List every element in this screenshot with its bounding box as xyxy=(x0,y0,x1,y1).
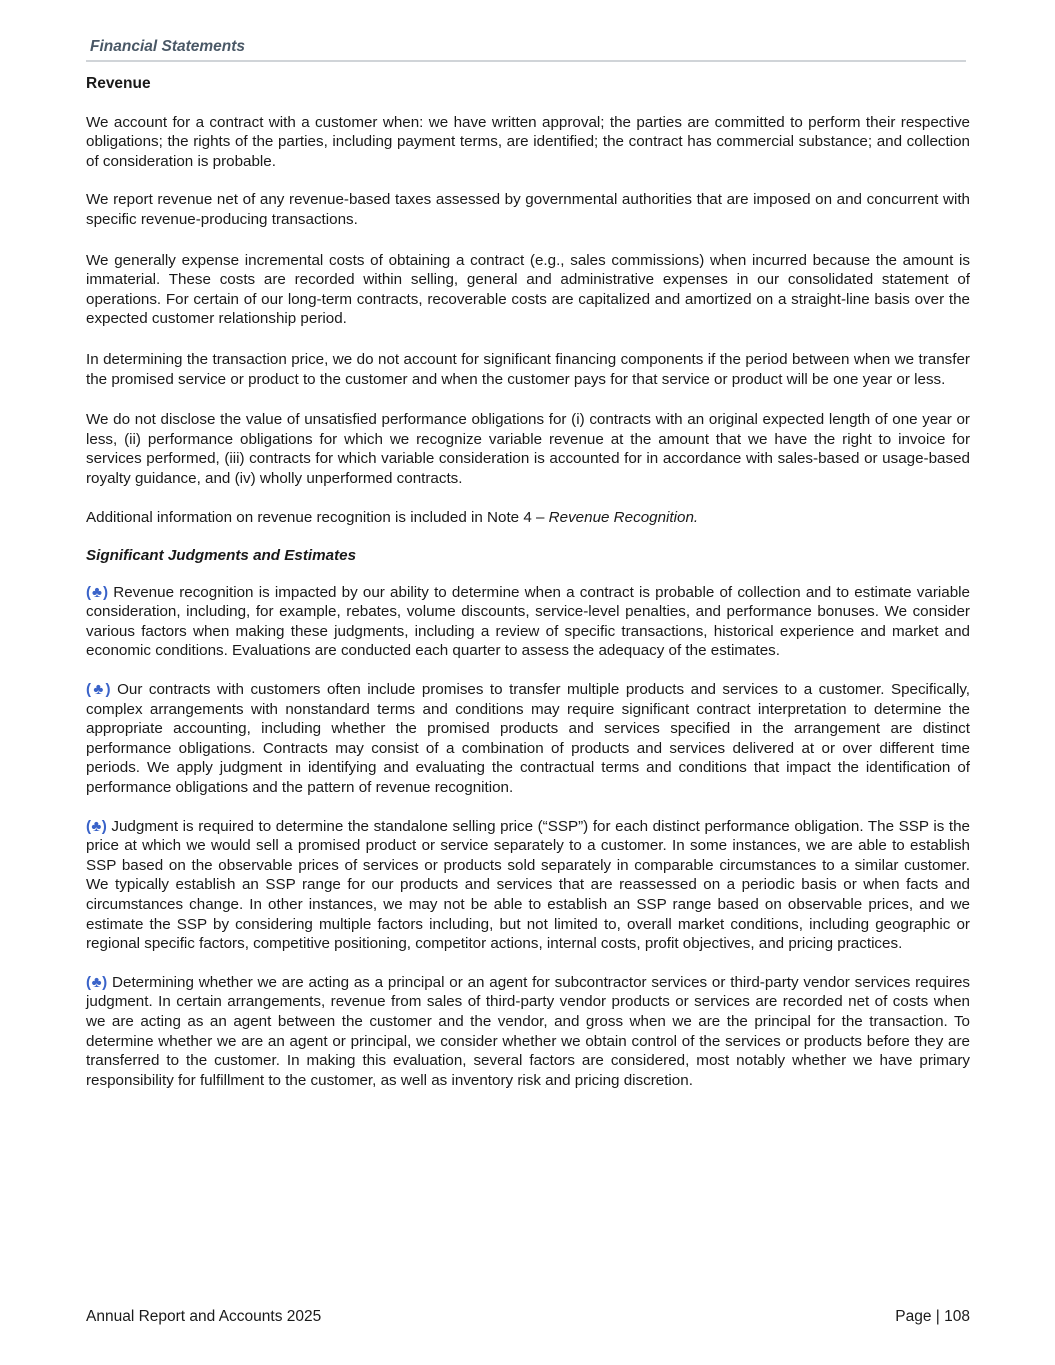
paragraph-contract-criteria: We account for a contract with a customer when: we have written approval; the parties are committed to perform their respective obligations; the rights of the parties, including payment terms, are identified; the contract has commercial substance; and collection of consideration is probable. xyxy=(86,113,970,170)
judgment-paragraph xyxy=(86,680,970,798)
paragraph-transaction-price: In determining the transaction price, we do not account for significant financing components if the period between when we transfer the promised service or product to the customer and when the customer pays for that service or product will be one year or less. xyxy=(86,350,970,388)
paragraph-unsatisfied-obligations: We do not disclose the value of unsatisfied performance obligations for (i) contracts with an original expected length of one year or less, (ii) performance obligations for which we recognize variable revenue at the amount that we have the right to invoice for services performed, (iii) contracts for which variable consideration is accounted for in accordance with sales-based or usage-based royalty guidance, and (iv) wholly unperformed contracts. xyxy=(86,411,970,487)
additional-info-lead: Additional information on revenue recognition is included in Note 4 – xyxy=(86,508,549,526)
judgment-paragraph xyxy=(86,583,970,661)
paragraph-revenue-net-taxes: We report revenue net of any revenue-based taxes assessed by governmental authorities that are imposed on and concurrent with specific revenue-producing transactions. xyxy=(86,191,970,228)
header-title: Financial Statements xyxy=(90,38,246,55)
footer-report-title: Annual Report and Accounts 2025 xyxy=(86,1308,322,1325)
page-footer xyxy=(86,1308,970,1326)
club-marker-icon: (♣) xyxy=(86,583,109,601)
note-reference-link: Revenue Recognition. xyxy=(548,508,699,526)
club-marker-icon: (♣) xyxy=(86,817,107,835)
main-content xyxy=(86,74,970,1109)
judgment-text: Our contracts with customers often include promises to transfer multiple products and services to a customer. Specifically, complex arrangements with nonstandard terms and conditions may require significant contract interpretation to determine the appropriate accounting, including whether the promised products and services specified in the arrangement are distinct performance obligations. Contracts may consist of a combination of products and services delivered at or over different time periods. We apply judgment in identifying and evaluating the contractual terms and conditions that impact the identification of performance obligations and the pattern of revenue recognition. xyxy=(86,681,970,797)
section-title: Revenue xyxy=(86,75,151,92)
judgment-text: Revenue recognition is impacted by our ability to determine when a contract is probable of collection and to estimate variable consideration, including, for example, rebates, volume discounts, service-level penalties, and performance bonuses. We consider various factors when making these judgments, including a review of specific transactions, historical experience and market and economic conditions. Evaluations are conducted each quarter to assess the adequacy of the estimates. xyxy=(86,583,970,660)
judgment-text: Judgment is required to determine the standalone selling price (“SSP”) for each distinct performance obligation. The SSP is the price at which we would sell a promised product or service separately to a customer. In some instances, we are able to establish SSP based on the observable prices of services or products sold separately in comparable circumstances to a similar customer. We typically establish an SSP range for our products and services that are reassessed on a periodic basis or when facts and circumstances change. In other instances, we may not be able to establish an SSP range based on observable prices, and we estimate the SSP by considering multiple factors including, but not limited to, overall market conditions, including geographic or regional specific factors, competitive positioning, competitor actions, internal costs, profit objectives, and pricing practices. xyxy=(86,817,970,953)
judgment-paragraph xyxy=(86,973,970,1091)
judgment-paragraph xyxy=(86,817,970,954)
paragraph-incremental-costs: We generally expense incremental costs of obtaining a contract (e.g., sales commissions) when incurred because the amount is immaterial. These costs are recorded within selling, general and administrative expenses in our consolidated statement of operations. For certain of our long-term contracts, recoverable costs are capitalized and amortized on a straight-line basis over the expected customer relationship period. xyxy=(86,251,970,328)
page-header xyxy=(86,38,966,62)
club-marker-icon: (♣) xyxy=(86,973,108,991)
subsection-title: Significant Judgments and Estimates xyxy=(86,547,357,565)
club-marker-icon: (♣) xyxy=(86,681,111,699)
paragraph-additional-info xyxy=(86,508,970,528)
judgment-text: Determining whether we are acting as a principal or an agent for subcontractor services or third-party vendor services requires judgment. In certain arrangements, revenue from sales of third-party vendor products or services are recorded net of costs when we are acting as an agent between the customer and the vendor, and gross when we are the principal for the transaction. To determine whether we are an agent or principal, we consider whether we obtain control of the services or products before they are transferred to the customer. In making this evaluation, several factors are considered, most notably whether we have primary responsibility for fulfillment to the customer, as well as inventory risk and pricing discretion. xyxy=(86,973,970,1089)
page-number: Page | 108 xyxy=(895,1308,970,1325)
